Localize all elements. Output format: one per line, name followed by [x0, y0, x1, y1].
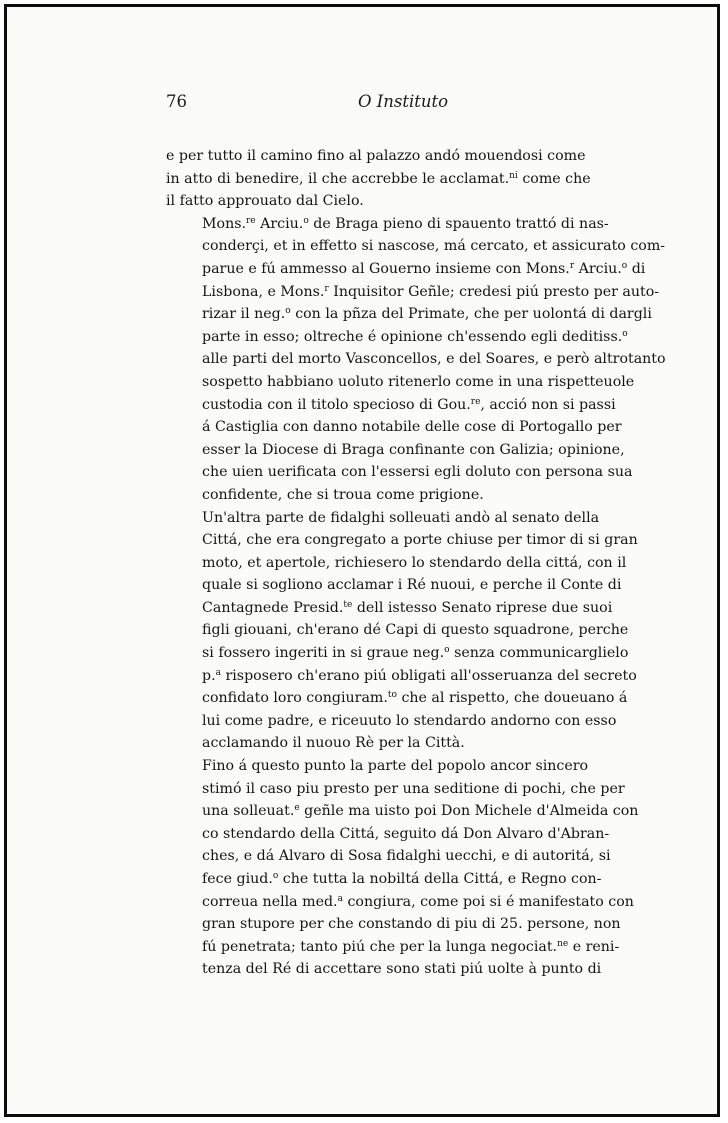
text-line: tenza del Ré di accettare sono stati piú uolte à punto di: [202, 961, 602, 978]
text-line: gran stupore per che constando di piu di 25. persone, non: [202, 916, 621, 933]
paragraph: [166, 213, 666, 507]
text-line: Cantagnede Presid.$^{te}$ dell istesso Senato riprese due suoi: [202, 599, 613, 616]
text-line: stimó il caso piu presto per una seditione di pochi, che per: [202, 780, 625, 797]
superscript-abbreviation: o: [621, 260, 628, 271]
text-line: co stendardo della Cittá, seguito dá Don Alvaro d'Abran-: [202, 825, 610, 842]
text-line: parte in esso; oltreche é opinione ch'essendo egli deditiss.$^o$: [202, 328, 628, 345]
text-line: correua nella med.$^a$ congiura, come poi si é manifestato con: [202, 893, 634, 910]
superscript-abbreviation: a: [215, 667, 221, 678]
paragraph: [166, 755, 640, 981]
text-line: acclamando il nuouo Rè per la Città.: [202, 735, 465, 752]
superscript-abbreviation: e: [294, 803, 300, 814]
superscript-abbreviation: to: [387, 690, 397, 701]
page-number: 76: [166, 92, 187, 111]
text-line: alle parti del morto Vasconcellos, e del Soares, e però altrotanto: [202, 351, 666, 368]
superscript-abbreviation: o: [303, 215, 309, 226]
text-line: in atto di benedire, il che accrebbe le acclamat.$^{ni}$ come che: [166, 170, 591, 187]
text-line: confidente, che si troua come prigione.: [202, 486, 484, 503]
text-line: ches, e dá Alvaro di Sosa fidalghi uecchi, e di autoritá, si: [202, 848, 611, 865]
text-line: fece giud.$^o$ che tutta la nobiltá della Cittá, e Regno con-: [202, 871, 602, 887]
text-line: e per tutto il camino fino al palazzo andó mouendosi come: [166, 148, 586, 164]
text-line: fú penetrata; tanto piú che per la lunga negociat.$^{ne}$ e reni-: [202, 938, 620, 955]
text-line: che uien uerificata con l'essersi egli doluto con persona sua: [202, 464, 633, 481]
text-line: figli giouani, ch'erano dé Capi di questo squadrone, perche: [202, 622, 629, 639]
superscript-abbreviation: ne: [557, 938, 569, 949]
text-line: p.$^a$ risposero ch'erano piú obligati all'osseruanza del secreto: [202, 667, 637, 684]
text-line: moto, et apertole, richiesero lo stendardo della cittá, con il: [202, 554, 627, 571]
paragraph: [166, 145, 640, 213]
text-line: conderçi, et in effetto si nascose, má cercato, et assicurato com-: [202, 238, 666, 255]
text-line: rizar il neg.$^o$ con la pñza del Primate, che per uolontá di dargli: [202, 306, 652, 323]
superscript-abbreviation: ni: [509, 170, 518, 181]
text-line: confidato loro congiuram.$^{to}$ che al rispetto, che doueuano á: [202, 690, 628, 707]
superscript-abbreviation: o: [444, 645, 450, 656]
page-header: [166, 92, 640, 116]
text-line: una solleuat.$^e$ geñle ma uisto poi Don Michele d'Almeida con: [202, 803, 639, 820]
text-line: esser la Diocese di Braga confinante con Galizia; opinione,: [202, 441, 625, 458]
text-line: Un'altra parte de fidalghi solleuati andò al senato della: [202, 509, 600, 526]
text-line: Lisbona, e Mons.$^r$ Inquisitor Geñle; credesi piú presto per auto-: [202, 283, 660, 300]
text-line: Cittá, che era congregato a porte chiuse per timor di si gran: [202, 532, 638, 549]
paragraph: [166, 507, 640, 756]
text-line: sospetto habbiano uoluto ritenerlo come in una rispetteuole: [202, 373, 635, 390]
superscript-abbreviation: r: [569, 260, 575, 271]
superscript-abbreviation: o: [622, 328, 628, 339]
text-line: quale si sogliono acclamar i Ré nuoui, e perche il Conte di: [202, 577, 622, 594]
superscript-abbreviation: te: [343, 599, 353, 610]
text-line: si fossero ingeriti in si graue neg.$^o$ senza communicarglielo: [202, 645, 629, 662]
running-title: O Instituto: [357, 92, 449, 111]
superscript-abbreviation: re: [246, 215, 256, 226]
text-line: Mons.$^{re}$ Arciu.$^o$ de Braga pieno di spauento trattó di nas-: [202, 215, 609, 232]
text-line: Fino á questo punto la parte del popolo ancor sincero: [202, 758, 589, 775]
text-line: custodia con il titolo specioso di Gou.$^{re}$, acció non si passi: [202, 396, 616, 413]
superscript-abbreviation: o: [272, 871, 279, 881]
superscript-abbreviation: re: [470, 396, 481, 407]
text-line: parue e fú ammesso al Gouerno insieme con Mons.$^r$ Arciu.$^o$ di: [202, 260, 646, 277]
superscript-abbreviation: o: [285, 306, 291, 317]
text-line: á Castiglia con danno notabile delle cose di Portogallo per: [202, 419, 622, 436]
superscript-abbreviation: r: [324, 283, 329, 294]
text-line: il fatto approuato dal Cielo.: [166, 193, 364, 210]
superscript-abbreviation: a: [337, 893, 343, 904]
text-line: lui come padre, e riceuuto lo stendardo andorno con esso: [202, 712, 617, 729]
body-text: [166, 145, 666, 981]
